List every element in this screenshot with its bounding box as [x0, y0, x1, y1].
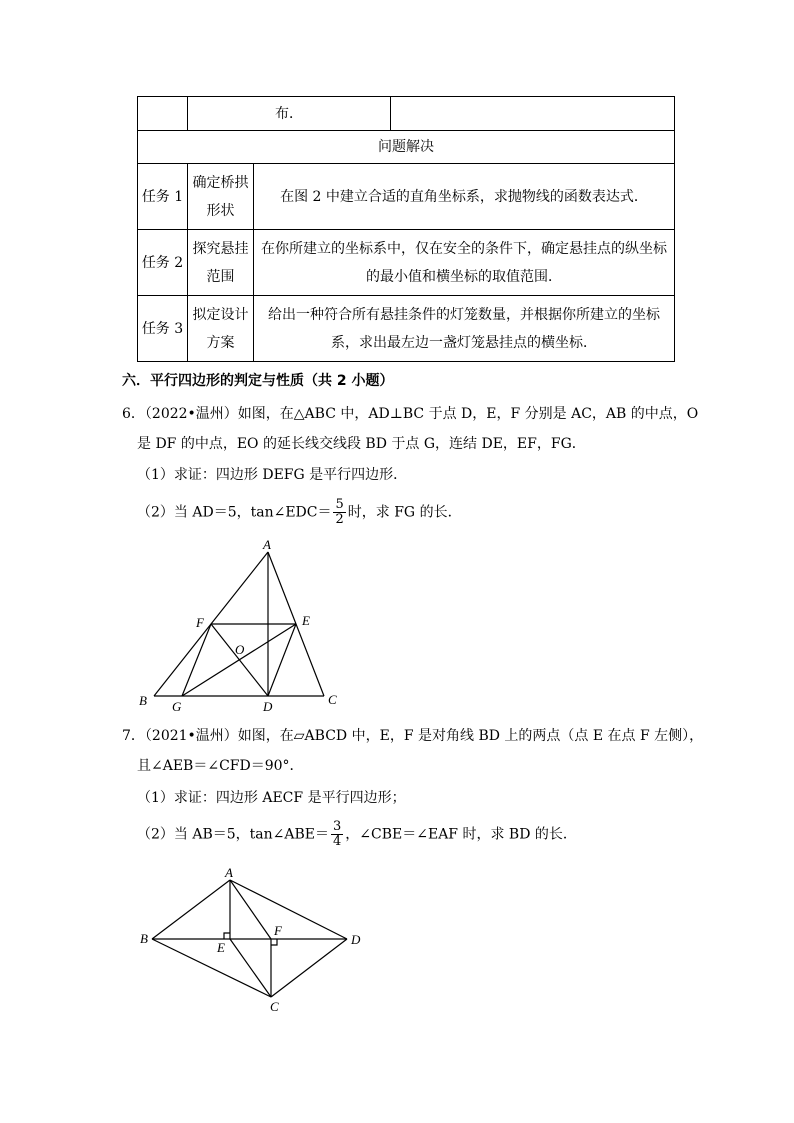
label-G: G — [172, 699, 182, 714]
frac-denominator: 4 — [333, 834, 342, 849]
segment-BC — [152, 939, 271, 997]
frac-numerator: 5 — [335, 497, 344, 512]
task-label: 任务 1 — [138, 164, 188, 230]
fraction — [331, 820, 343, 849]
problem7-part2 — [137, 820, 577, 849]
task-desc: 在你所建立的坐标系中，仅在安全的条件下，确定悬挂点的纵坐标的最小值和横坐标的取值范围． — [254, 230, 675, 296]
segment-EG — [182, 624, 296, 696]
label-E: E — [217, 940, 225, 955]
problem6-part1: （1）求证：四边形 DEFG 是平行四边形． — [137, 467, 408, 483]
table-row — [138, 131, 675, 164]
segment-CE — [230, 939, 271, 997]
problem6-line2: 是 DF 的中点，EO 的延长线交线段 BD 于点 G，连结 DE，EF，FG． — [137, 436, 586, 452]
label-E: E — [302, 613, 310, 628]
task-desc: 给出一种符合所有悬挂条件的灯笼数量，并根据你所建立的坐标系，求出最左边一盏灯笼悬挂点的横坐标． — [254, 296, 675, 362]
problem7-line1: 7．（2021•温州）如图，在▱ABCD 中，E，F 是对角线 BD 上的两点（点 E 在点 F 左侧）， — [122, 728, 704, 744]
task-name: 确定桥拱形状 — [188, 164, 254, 230]
label-D: D — [351, 932, 361, 947]
segment-AB — [152, 880, 230, 939]
right-angle-mark-E — [224, 933, 230, 939]
label-F: F — [196, 615, 204, 630]
problem7-part1: （1）求证：四边形 AECF 是平行四边形； — [137, 790, 406, 806]
table-cell — [138, 97, 188, 131]
segment-FG — [182, 624, 211, 696]
parallelogram-figure — [135, 862, 370, 1017]
label-O: O — [235, 642, 245, 657]
problem6-part2-post: 时，求 FG 的长． — [347, 504, 462, 521]
task-label: 任务 2 — [138, 230, 188, 296]
problem7-part2-post: ，∠CBE＝∠EAF 时，求 BD 的长． — [345, 826, 577, 843]
frac-denominator: 2 — [335, 512, 344, 527]
table-cell: 布． — [188, 97, 391, 131]
label-B: B — [139, 693, 147, 708]
fraction — [333, 498, 345, 527]
label-C: C — [270, 999, 279, 1014]
label-B: B — [140, 931, 148, 946]
task-name: 探究悬挂范围 — [188, 230, 254, 296]
problem6-line1: 6．（2022•温州）如图，在△ABC 中，AD⊥BC 于点 D，E，F 分别是 AC，AB 的中点，O — [122, 406, 699, 422]
triangle-figure — [130, 535, 350, 715]
task-desc: 在图 2 中建立合适的直角坐标系，求抛物线的函数表达式． — [254, 164, 675, 230]
section-heading: 六．平行四边形的判定与性质（共 2 小题） — [122, 373, 394, 389]
problem6-part2-pre: （2）当 AD＝5，tan∠EDC＝ — [137, 504, 332, 521]
table-section-title: 问题解决 — [138, 131, 675, 164]
problem7-line2: 且∠AEB＝∠CFD＝90°． — [137, 758, 304, 774]
segment-AF — [230, 880, 271, 939]
table-row — [138, 97, 675, 131]
problem6-part2 — [137, 498, 462, 527]
task-table — [137, 96, 675, 362]
table-cell — [391, 97, 675, 131]
table-row — [138, 164, 675, 230]
label-C: C — [328, 692, 337, 707]
label-D: D — [263, 699, 273, 714]
table-row — [138, 296, 675, 362]
segment-ED — [268, 624, 296, 696]
label-A: A — [263, 537, 271, 552]
segment-CD — [271, 939, 347, 997]
task-name: 拟定设计方案 — [188, 296, 254, 362]
right-angle-mark-F — [271, 939, 277, 945]
segment-DA — [230, 880, 347, 939]
frac-numerator: 3 — [333, 819, 342, 834]
task-label: 任务 3 — [138, 296, 188, 362]
label-F: F — [274, 923, 282, 938]
table-row — [138, 230, 675, 296]
problem7-part2-pre: （2）当 AB＝5，tan∠ABE＝ — [137, 826, 330, 843]
label-A: A — [225, 865, 233, 880]
